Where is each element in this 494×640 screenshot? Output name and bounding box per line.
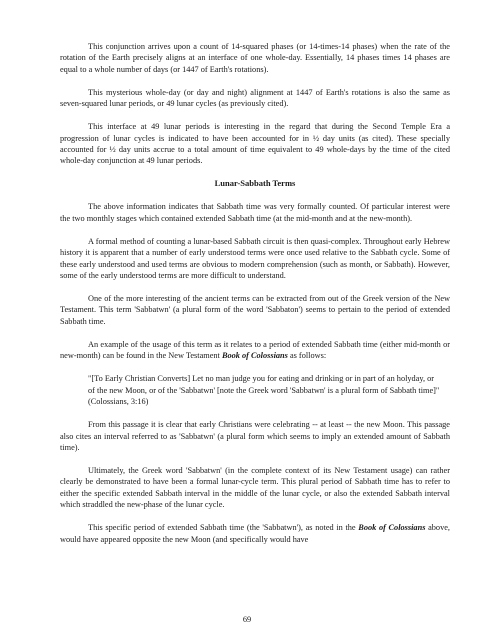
paragraph-sabbath-counted: The above information indicates that Sabbath time was very formally counted. Of particular interest were the two monthly stages which contained extended Sabbath time (at the mid-month and at the new-month). bbox=[60, 202, 450, 223]
page-number: 69 bbox=[242, 615, 252, 624]
text-run: above, would have appeared opposite the new Moon (and specifically would have bbox=[60, 523, 450, 544]
paragraph-extended-sabbath bbox=[60, 522, 450, 545]
paragraph-conjunction: This conjunction arrives upon a count of 14-squared phases (or 14-times-14 phases) when the rate of the rotation of the Earth precisely aligns at an interface of one whole-day. Essentially, 14 phases times 14 phases are equal to a whole number of days (or 1447 of Earth's rotations). bbox=[60, 42, 450, 74]
paragraph-colossians-example bbox=[60, 339, 450, 362]
book-title-emphasis: Book of Colossians bbox=[221, 351, 288, 361]
text-run: This specific period of extended Sabbath time (the 'Sabbatwn'), as noted in the bbox=[88, 523, 359, 533]
paragraph-lunar-cycle-term: Ultimately, the Greek word 'Sabbatwn' (in the complete context of its New Testament usage) can rather clearly be demonstrated to have been a formal lunar-cycle term. This plural period of Sabbath time has to refer to either the specific extended Sabbath interval in the middle of the lunar cycle, or also the extended Sabbath interval which straddled the new-phase of the lunar cycle. bbox=[60, 465, 450, 510]
book-title-emphasis: Book of Colossians bbox=[358, 523, 426, 533]
paragraph-whole-day-alignment: This mysterious whole-day (or day and night) alignment at 1447 of Earth's rotations is also the same as seven-squared lunar periods, or 49 lunar cycles (as previously cited). bbox=[60, 87, 450, 109]
paragraph-greek-term: One of the more interesting of the ancient terms can be extracted from out of the Greek version of the New Testament. This term 'Sabbatwn' (a plural form of the word 'Sabbaton') seems to pertain to the period of extended Sabbath time. bbox=[60, 294, 450, 326]
text-run: as follows: bbox=[287, 351, 327, 361]
section-heading: Lunar-Sabbath Terms bbox=[214, 178, 296, 189]
paragraph-counting-method: A formal method of counting a lunar-based Sabbath circuit is then quasi-complex. Throughout early Hebrew history it is apparent that a number of early understood terms were once used relative to the Sabbath cycle. Some of these early understood and used terms are obvious to modern comprehension (such as month, or Sabbath). However, some of the early understood terms are more difficult to understand. bbox=[60, 236, 450, 281]
paragraph-passage-analysis: From this passage it is clear that early Christians were celebrating -- at least -- the new Moon. This passage also cites an interval referred to as 'Sabbatwn' (a plural form which seems to imply an extended amount of Sabbath time). bbox=[60, 420, 450, 452]
text-run: An example of the usage of this term as it relates to a period of extended Sabbath time (either mid-month or new-month) can be found in the New Testament bbox=[60, 339, 450, 361]
paragraph-49-lunar-periods: This interface at 49 lunar periods is interesting in the regard that during the Second Temple Era a progression of lunar cycles is indicated to have been accounted for in ½ day units (as cited). These specially accounted for ½ day units accrue to a total amount of time equivalent to 49 whole-days by the time of the cited whole-day conjunction at 49 lunar periods. bbox=[60, 122, 450, 166]
block-quote: "[To Early Christian Converts] Let no man judge you for eating and drinking or in part of an holyday, or of the new Moon, or of the 'Sabbatwn' [note the Greek word 'Sabbatwn' is a plural form of Sabbath time]" (Colossians, 3:16) bbox=[88, 374, 440, 407]
